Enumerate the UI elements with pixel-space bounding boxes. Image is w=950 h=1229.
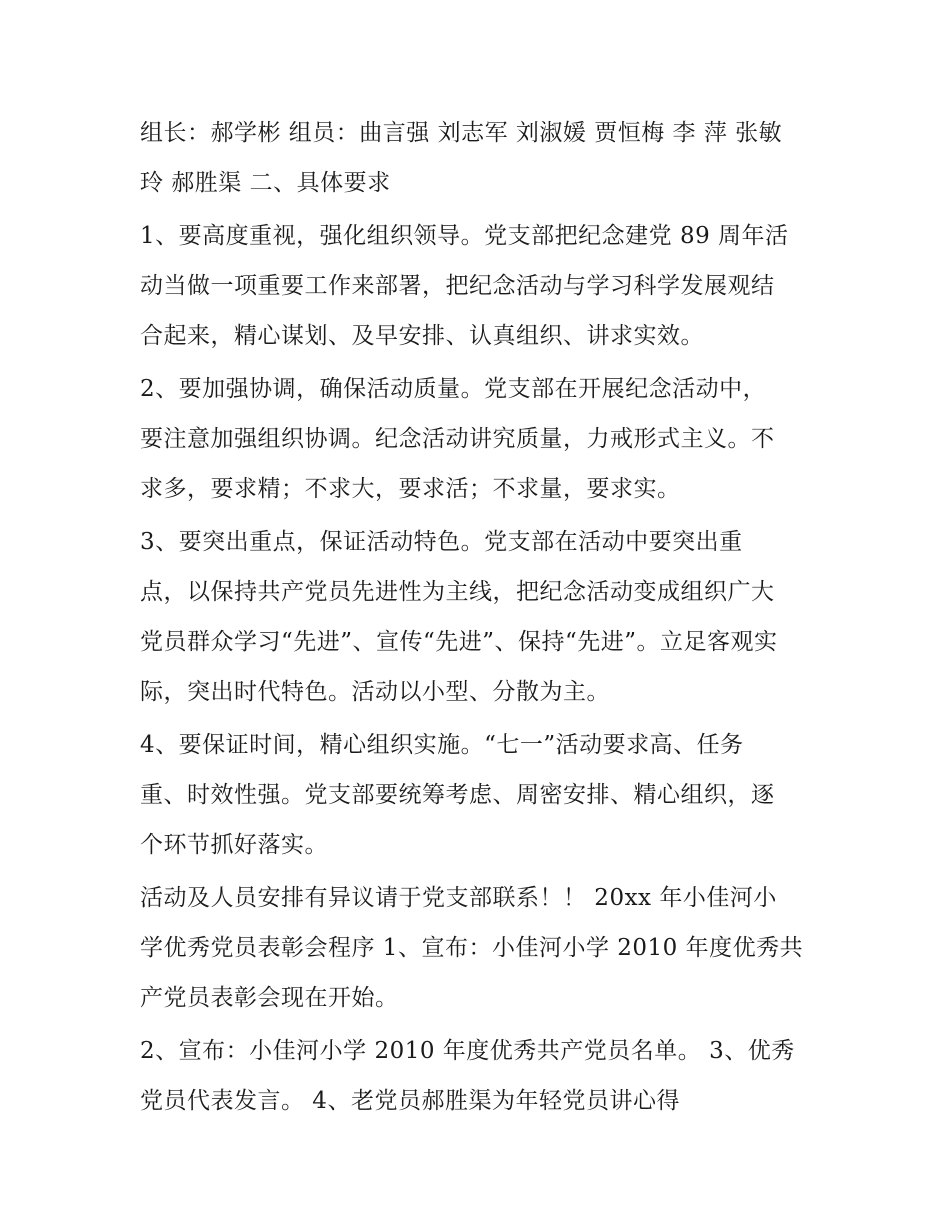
text-line: 4、要保证时间，精心组织实施。“七一”活动要求高、任务 (140, 732, 744, 758)
paragraph-requirement-4 (140, 720, 820, 870)
text-line: 活动及人员安排有异议请于党支部联系！！ 20xx 年小佳河小 (140, 885, 777, 911)
text-line: 重、时效性强。党支部要统筹考虑、周密安排、精心组织，逐 (140, 782, 775, 808)
text-line: 要注意加强组织协调。纪念活动讲究质量，力戒形式主义。不 (140, 426, 775, 452)
text-line: 玲 郝胜渠 二、具体要求 (140, 170, 391, 196)
document-body (140, 108, 820, 1129)
text-line: 3、要突出重点，保证活动特色。党支部在活动中要突出重 (140, 529, 743, 555)
text-line: 点，以保持共产党员先进性为主线，把纪念活动变成组织广大 (140, 579, 775, 605)
paragraph-contact-and-program (140, 873, 820, 1023)
text-line: 合起来，精心谋划、及早安排、认真组织、讲求实效。 (140, 323, 704, 349)
text-line: 学优秀党员表彰会程序 1、宣布：小佳河小学 2010 年度优秀共 (140, 935, 804, 961)
text-line: 2、要加强协调，确保活动质量。党支部在开展纪念活动中， (140, 376, 767, 402)
text-line: 际，突出时代特色。活动以小型、分散为主。 (140, 679, 610, 705)
text-line: 1、要高度重视，强化组织领导。党支部把纪念建党 89 周年活 (140, 223, 789, 249)
paragraph-requirement-1 (140, 211, 820, 361)
text-line: 动当做一项重要工作来部署，把纪念活动与学习科学发展观结 (140, 273, 775, 299)
paragraph-program-steps (140, 1026, 820, 1126)
text-line: 党员代表发言。 4、老党员郝胜渠为年轻党员讲心得 (140, 1088, 680, 1114)
paragraph-requirement-3 (140, 517, 820, 717)
text-line: 党员群众学习“先进”、宣传“先进”、保持“先进”。立足客观实 (140, 629, 778, 655)
text-line: 2、宣布：小佳河小学 2010 年度优秀共产党员名单。 3、优秀 (140, 1038, 795, 1064)
text-line: 个环节抓好落实。 (140, 832, 328, 858)
text-line: 组长：郝学彬 组员：曲言强 刘志军 刘淑媛 贾恒梅 李 萍 张敏 (140, 120, 783, 146)
paragraph-requirement-2 (140, 364, 820, 514)
paragraph-group-members (140, 108, 820, 208)
text-line: 求多，要求精；不求大，要求活；不求量，要求实。 (140, 476, 681, 502)
text-line: 产党员表彰会现在开始。 (140, 985, 399, 1011)
